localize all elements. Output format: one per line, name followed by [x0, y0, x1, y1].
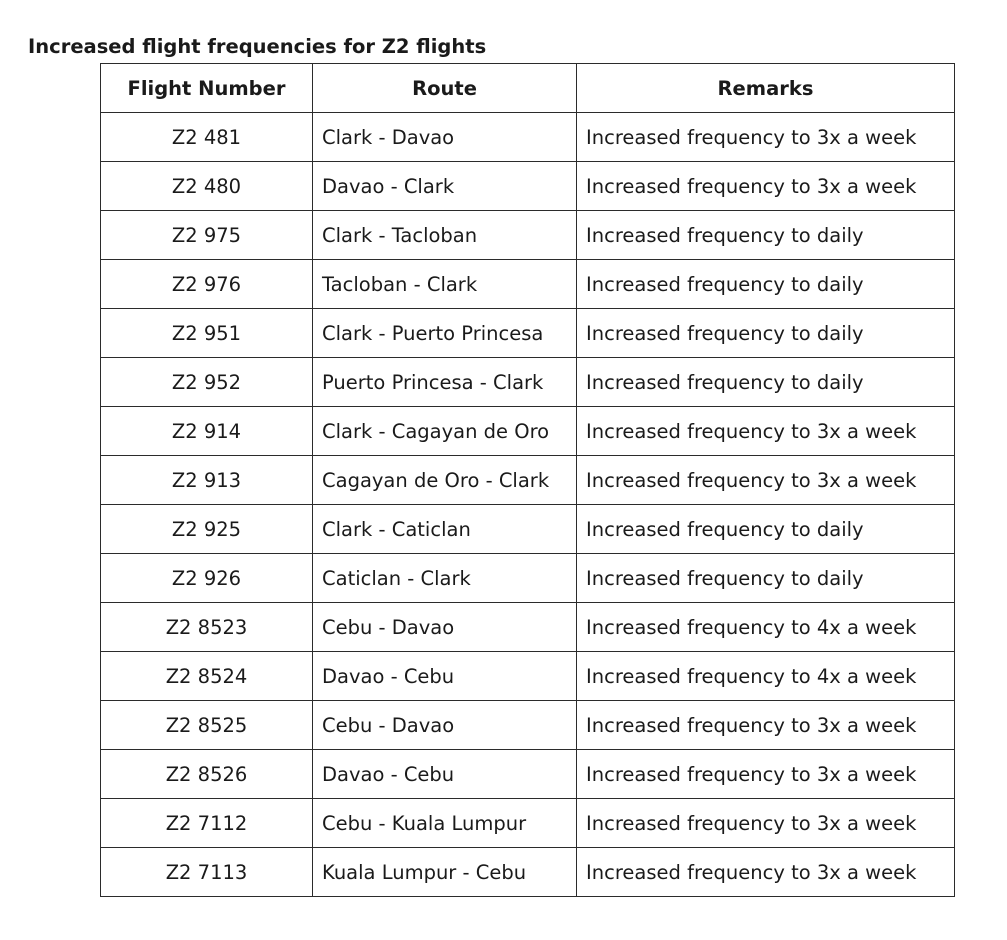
flight-number-cell: Z2 8526 [101, 750, 313, 799]
table-row [101, 701, 955, 750]
table-row [101, 211, 955, 260]
flight-number-cell: Z2 975 [101, 211, 313, 260]
flight-number-cell: Z2 976 [101, 260, 313, 309]
table-row [101, 309, 955, 358]
remarks-cell: Increased frequency to 4x a week [577, 603, 955, 652]
table-row [101, 407, 955, 456]
flight-number-cell: Z2 925 [101, 505, 313, 554]
flight-number-cell: Z2 952 [101, 358, 313, 407]
flight-frequency-table [100, 63, 955, 897]
table-row [101, 505, 955, 554]
flight-number-cell: Z2 480 [101, 162, 313, 211]
page-title: Increased flight frequencies for Z2 flights [28, 35, 487, 58]
flight-number-cell: Z2 913 [101, 456, 313, 505]
table-row [101, 358, 955, 407]
table-row [101, 750, 955, 799]
table-row [101, 799, 955, 848]
flight-number-cell: Z2 7112 [101, 799, 313, 848]
table-row [101, 456, 955, 505]
route-cell: Cagayan de Oro - Clark [313, 456, 577, 505]
route-cell: Cebu - Davao [313, 701, 577, 750]
flight-number-cell: Z2 8525 [101, 701, 313, 750]
table-row [101, 848, 955, 897]
route-cell: Tacloban - Clark [313, 260, 577, 309]
remarks-cell: Increased frequency to 3x a week [577, 701, 955, 750]
route-cell: Clark - Cagayan de Oro [313, 407, 577, 456]
route-cell: Caticlan - Clark [313, 554, 577, 603]
flight-number-cell: Z2 8523 [101, 603, 313, 652]
remarks-cell: Increased frequency to 4x a week [577, 652, 955, 701]
route-cell: Puerto Princesa - Clark [313, 358, 577, 407]
route-cell: Kuala Lumpur - Cebu [313, 848, 577, 897]
table-row [101, 554, 955, 603]
remarks-cell: Increased frequency to 3x a week [577, 162, 955, 211]
remarks-cell: Increased frequency to daily [577, 505, 955, 554]
flight-number-cell: Z2 7113 [101, 848, 313, 897]
table-body [101, 113, 955, 897]
route-cell: Cebu - Kuala Lumpur [313, 799, 577, 848]
remarks-cell: Increased frequency to 3x a week [577, 750, 955, 799]
flight-number-cell: Z2 481 [101, 113, 313, 162]
table-row [101, 652, 955, 701]
route-cell: Davao - Clark [313, 162, 577, 211]
flight-number-cell: Z2 8524 [101, 652, 313, 701]
remarks-cell: Increased frequency to daily [577, 358, 955, 407]
route-cell: Clark - Davao [313, 113, 577, 162]
table-row [101, 113, 955, 162]
route-cell: Davao - Cebu [313, 652, 577, 701]
remarks-cell: Increased frequency to daily [577, 211, 955, 260]
remarks-cell: Increased frequency to daily [577, 309, 955, 358]
remarks-cell: Increased frequency to daily [577, 554, 955, 603]
flight-number-cell: Z2 914 [101, 407, 313, 456]
flight-number-cell: Z2 951 [101, 309, 313, 358]
remarks-cell: Increased frequency to 3x a week [577, 113, 955, 162]
route-cell: Davao - Cebu [313, 750, 577, 799]
header-flight-number: Flight Number [101, 64, 313, 113]
remarks-cell: Increased frequency to 3x a week [577, 799, 955, 848]
header-route: Route [313, 64, 577, 113]
route-cell: Clark - Caticlan [313, 505, 577, 554]
route-cell: Cebu - Davao [313, 603, 577, 652]
flight-number-cell: Z2 926 [101, 554, 313, 603]
remarks-cell: Increased frequency to 3x a week [577, 848, 955, 897]
header-row [101, 64, 955, 113]
remarks-cell: Increased frequency to daily [577, 260, 955, 309]
table-row [101, 162, 955, 211]
route-cell: Clark - Puerto Princesa [313, 309, 577, 358]
remarks-cell: Increased frequency to 3x a week [577, 407, 955, 456]
header-remarks: Remarks [577, 64, 955, 113]
table-row [101, 603, 955, 652]
table-row [101, 260, 955, 309]
table-header [101, 64, 955, 113]
remarks-cell: Increased frequency to 3x a week [577, 456, 955, 505]
route-cell: Clark - Tacloban [313, 211, 577, 260]
